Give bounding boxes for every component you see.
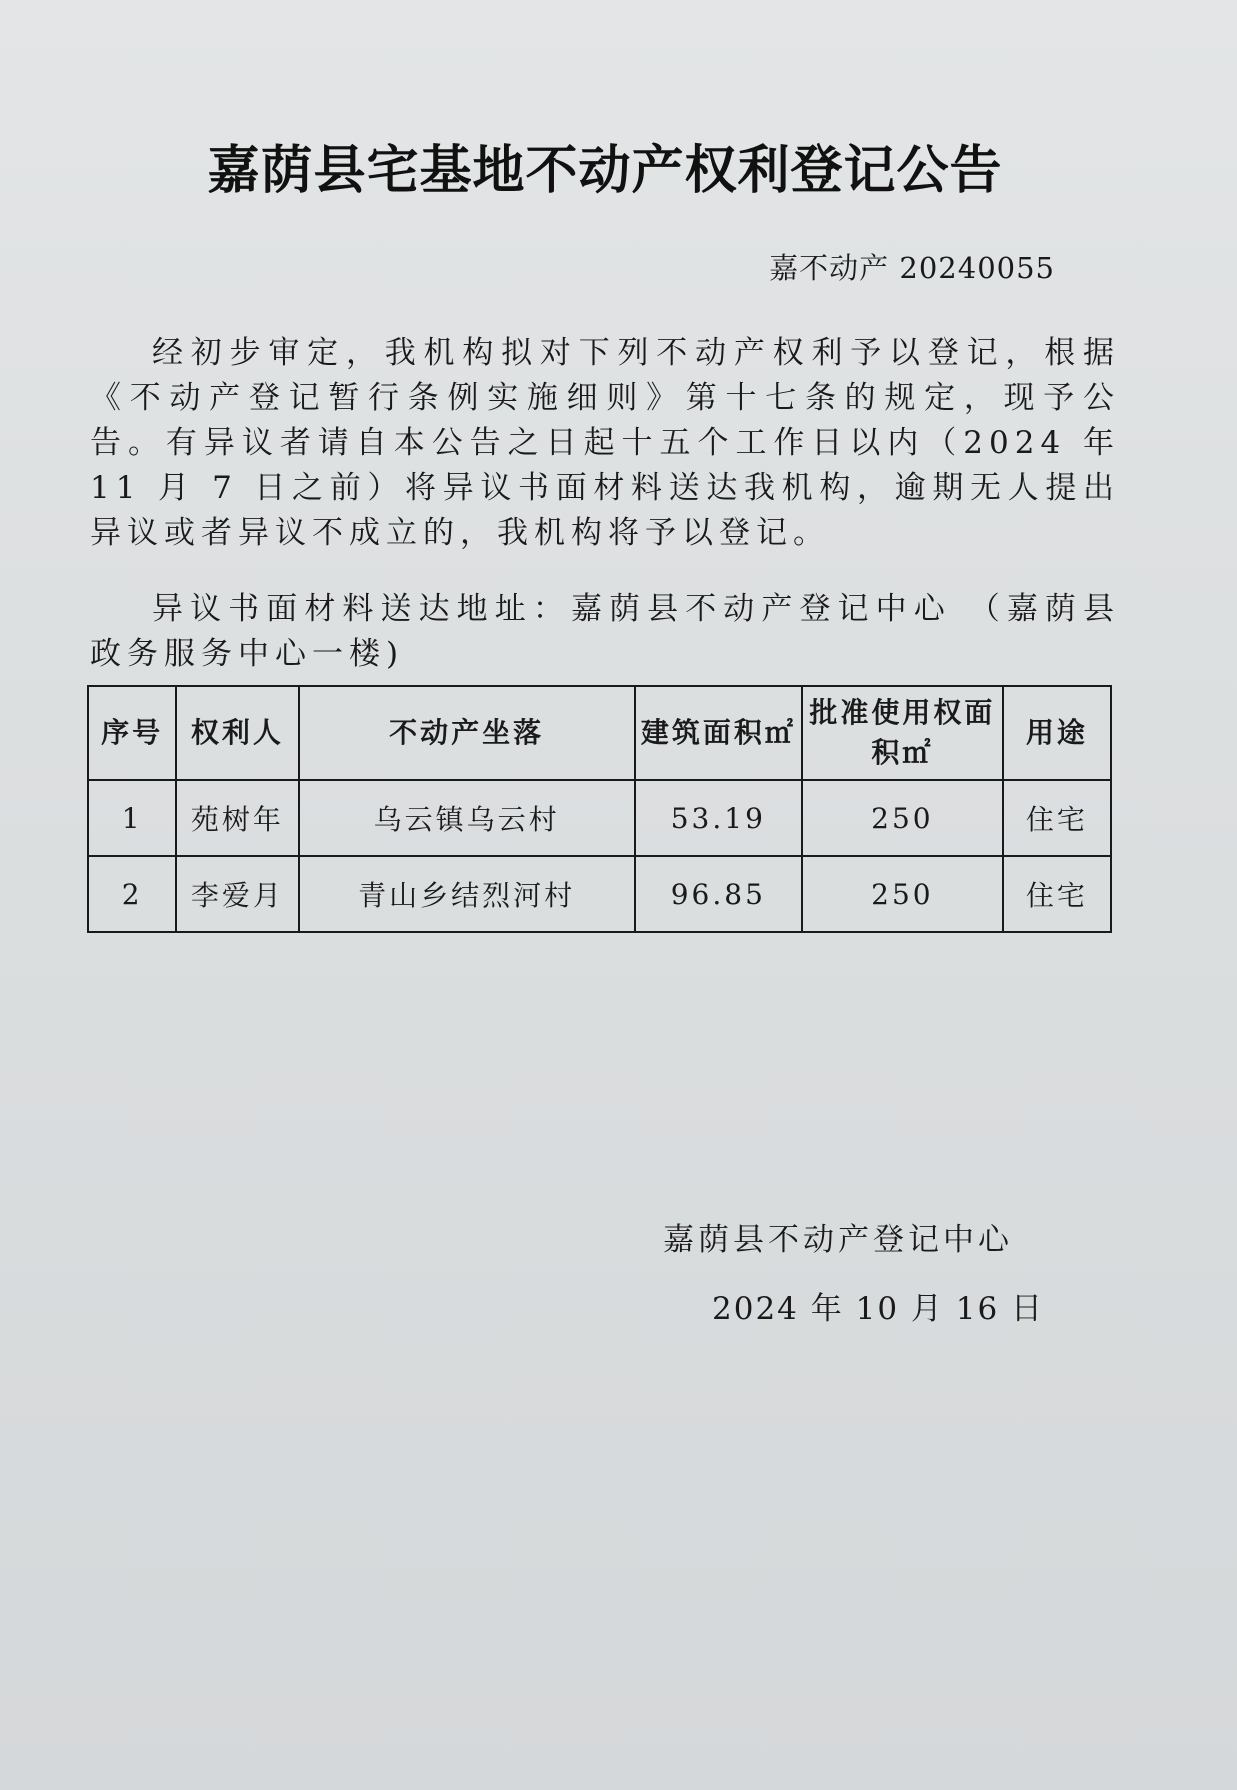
header-building-area: 建筑面积㎡ bbox=[635, 686, 802, 780]
document-title: 嘉荫县宅基地不动产权利登记公告 bbox=[207, 141, 1003, 201]
cell-approved-area: 250 bbox=[802, 856, 1003, 932]
cell-holder: 苑树年 bbox=[176, 780, 298, 856]
table-row bbox=[88, 780, 1111, 856]
issuer-signature: 嘉荫县不动产登记中心 bbox=[663, 1222, 1013, 1258]
issue-date: 2024 年 10 月 16 日 bbox=[712, 1291, 1045, 1327]
header-usage: 用途 bbox=[1003, 686, 1111, 780]
cell-usage: 住宅 bbox=[1003, 856, 1111, 932]
cell-approved-area: 250 bbox=[802, 780, 1003, 856]
cell-usage: 住宅 bbox=[1003, 780, 1111, 856]
cell-building-area: 96.85 bbox=[635, 856, 802, 932]
cell-building-area: 53.19 bbox=[635, 780, 802, 856]
header-holder: 权利人 bbox=[176, 686, 298, 780]
cell-location: 乌云镇乌云村 bbox=[299, 780, 635, 856]
cell-location: 青山乡结烈河村 bbox=[299, 856, 635, 932]
cell-holder: 李爱月 bbox=[176, 856, 298, 932]
header-location: 不动产坐落 bbox=[299, 686, 635, 780]
notice-paragraph: 经初步审定，我机构拟对下列不动产权利予以登记，根据《不动产登记暂行条例实施细则》第十七条的规定，现予公告。有异议者请自本公告之日起十五个工作日以内（2024 年 11 月 7 日之前）将异议书面材料送达我机构，逾期无人提出异议或者异议不成立的，我机构将予以登记。 bbox=[90, 335, 1120, 551]
header-approved-area: 批准使用权面积㎡ bbox=[802, 686, 1003, 780]
registration-table bbox=[87, 685, 1112, 933]
table-header-row bbox=[88, 686, 1111, 780]
document-number: 嘉不动产 20240055 bbox=[769, 251, 1055, 285]
objection-address-paragraph: 异议书面材料送达地址：嘉荫县不动产登记中心 （嘉荫县政务服务中心一楼) bbox=[90, 591, 1120, 672]
cell-seq: 1 bbox=[88, 780, 176, 856]
cell-seq: 2 bbox=[88, 856, 176, 932]
header-seq: 序号 bbox=[88, 686, 176, 780]
table-row bbox=[88, 856, 1111, 932]
